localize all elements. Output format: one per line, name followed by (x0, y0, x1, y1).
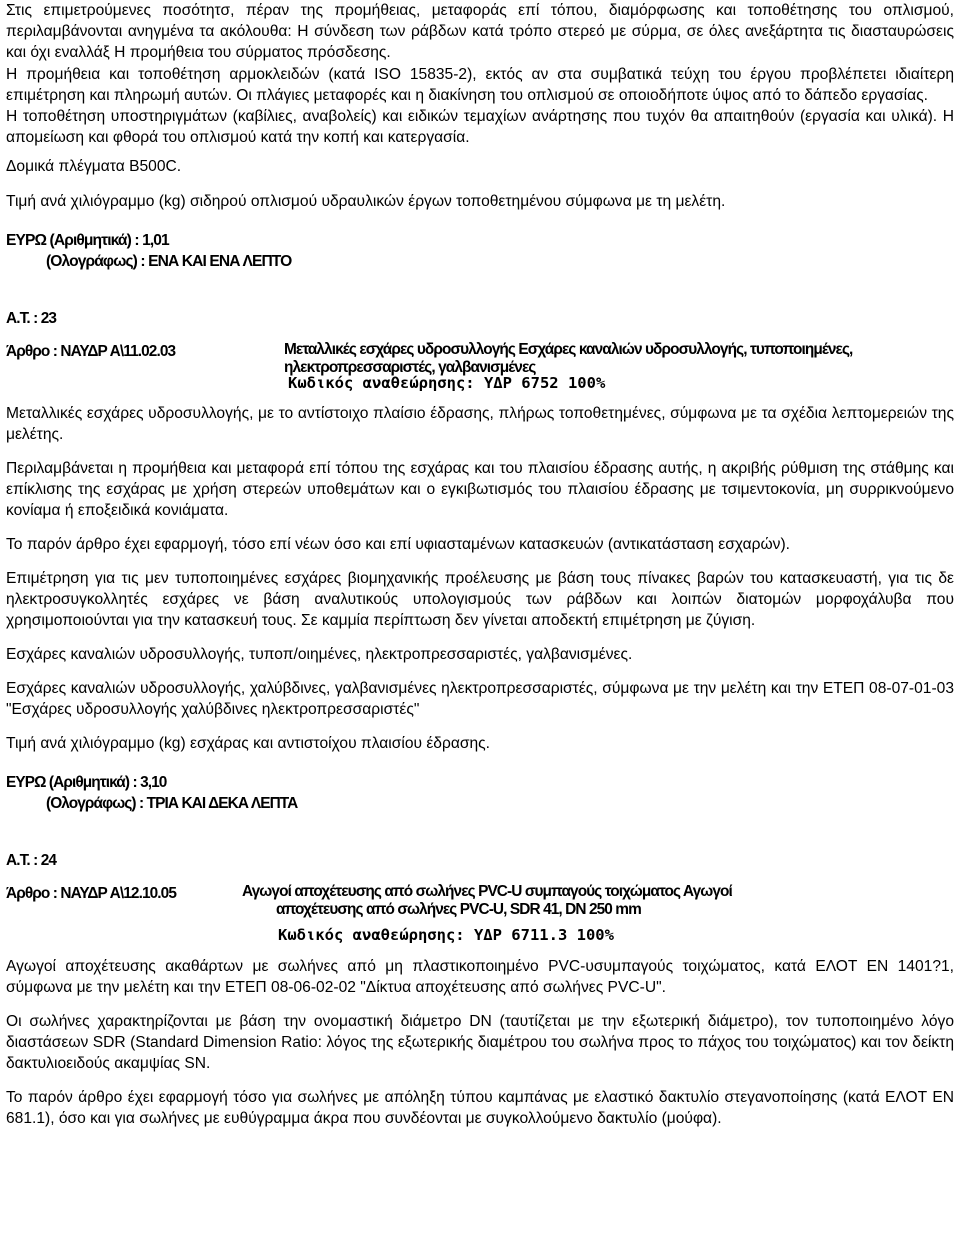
intro-paragraph-2: Η προμήθεια και τοποθέτηση αρμοκλειδών (κατά ISO 15835-2), εκτός αν στα συμβατικά τεύχη του έργου προβλέπετει ιδιαίτερη επιμέτρηση και πληρωμή αυτών. Οι πλάγιες μεταφορές και η διακίνηση του οπλισμού σε οποιοδήποτε ύψος από το δάπεδο εργασίας. (6, 65, 954, 104)
article-title-line-1: Αγωγοί αποχέτευσης από σωλήνες PVC-U συμπαγούς τοιχώματος Αγωγοί (242, 883, 732, 901)
article-unit-price-text: Τιμή ανά χιλιόγραμμο (kg) εσχάρας και αντιστοίχου πλαισίου έδρασης. (6, 735, 491, 753)
article-paragraph: Αγωγοί αποχέτευσης ακαθάρτων με σωλήνες από μη πλαστικοποιημένο PVC-υσυμπαγούς τοιχώματος, κατά ΕΛΟΤ ΕΝ 1401?1, σύμφωνα με την μελέτη και την ΕΤΕΠ 08-06-02-02 "Δίκτυα αποχέτευσης από σωλήνες PVC-U". (6, 958, 954, 997)
article-paragraph: Οι σωλήνες χαρακτηρίζονται με βάση την ονομαστική διάμετρο DN (ταυτίζεται με την εξωτερική διάμετρο), τον τυποποιημένο λόγο διαστάσεων SDR (Standard Dimension Ratio: λόγος της εξωτερικής διαμέτρου του σωλήνα προς το πάχος του τοιχώματος) και τον δείκτη δακτυλιοειδούς ακαμψίας SN. (6, 1013, 954, 1073)
article-title-line-1: Μεταλλικές εσχάρες υδροσυλλογής Εσχάρες καναλιών υδροσυλλογής, τυποποιημένες, (284, 341, 853, 359)
article-at-number: Α.Τ. : 23 (6, 310, 57, 328)
intro-price-numeric: ΕΥΡΩ (Αριθμητικά) : 1,01 (6, 231, 169, 249)
intro-unit-price-text: Τιμή ανά χιλιόγραμμο (kg) σιδηρού οπλισμού υδραυλικών έργων τοποθετημένου σύμφωνα με τη μελέτη. (6, 192, 726, 210)
article-paragraph: Μεταλλικές εσχάρες υδροσυλλογής, με το αντίστοιχο πλαίσιο έδρασης, πλήρως τοποθετημένες, σύμφωνα με τα σχέδια λεπτομερειών της μελέτης. (6, 405, 954, 444)
article-paragraph: Εσχάρες καναλιών υδροσυλλογής, χαλύβδινες, γαλβανισμένες ηλεκτροπρεσσαριστές, σύμφωνα με την μελέτη και την ΕΤΕΠ 08-07-01-03 "Εσχάρες υδροσυλλογής χαλύβδινες ηλεκτροπρεσσαριστές" (6, 680, 954, 719)
article-code: Άρθρο : ΝΑΥΔΡ Α\11.02.03 (6, 343, 176, 361)
article-price-words: (Ολογράφως) : ΤΡΙΑ ΚΑΙ ΔΕΚΑ ΛΕΠΤΑ (46, 795, 298, 813)
article-paragraph: Το παρόν άρθρο έχει εφαρμογή τόσο για σωλήνες με απόληξη τύπου καμπάνας με ελαστικό δακτυλίο στεγανοποίησης (κατά ΕΛΟΤ ΕΝ 681.1), όσο και για σωλήνες με ευθύγραμμα άκρα που συνδέονται με συγκολλούμενο δακτυλίο (μούφα). (6, 1089, 954, 1128)
intro-section (6, 0, 954, 272)
article-title-line-2: ηλεκτροπρεσσαριστές, γαλβανισμένες (284, 359, 536, 377)
intro-paragraph-4: Δομικά πλέγματα Β500C. (6, 158, 182, 176)
article-23 (6, 308, 954, 814)
article-paragraph: Το παρόν άρθρο έχει εφαρμογή, τόσο επί νέων όσο και επί υφιασταμένων κατασκευών (αντικατάσταση εσχαρών). (6, 536, 791, 554)
article-code: Άρθρο : ΝΑΥΔΡ Α\12.10.05 (6, 885, 176, 903)
document-page (6, 0, 954, 1129)
article-paragraph: Περιλαμβάνεται η προμήθεια και μεταφορά επί τόπου της εσχάρας και του πλαισίου έδρασης αυτής, η ακριβής ρύθμιση της στάθμης και επίκλισης της εσχάρας με χρήση στερεών υποθεμάτων και ο εγκιβωτισμός του πλαισίου έδρασης με τσιμεντοκονία, μη συρρικνούμενο κονίαμα ή εποξειδικά κονιάματα. (6, 460, 954, 520)
intro-paragraph-3: Η τοποθέτηση υποστηριγμάτων (καβίλιες, αναβολείς) και ειδικών τεμαχίων ανάρτησης που τυχόν θα απαιτηθούν (εργασία και υλικά). Η απομείωση και φθορά του οπλισμού κατά την κοπή και κατεργασία. (6, 108, 954, 147)
article-title-line-2: αποχέτευσης από σωλήνες PVC-U, SDR 41, DN 250 mm (276, 901, 641, 919)
intro-price-words: (Ολογράφως) : ΕΝΑ ΚΑΙ ΕΝΑ ΛΕΠΤΟ (46, 253, 292, 271)
article-price-numeric: ΕΥΡΩ (Αριθμητικά) : 3,10 (6, 774, 167, 792)
intro-paragraph-1: Στις επιμετρούμενες ποσότητσ, πέραν της προμήθειας, μεταφοράς επί τόπου, διαμόρφωσης και τοποθέτησης του οπλισμού, περιλαμβάνονται ανηγμένα τα ακόλουθα: Η σύνδεση των ράβδων κατά τρόπο στερεό με σύρμα, σε όλες ανεξάρτητα τις διασταυρώσεις και όχι εναλλάξ Η προμήθεια του σύρματος πρόσδεσης. (6, 2, 954, 62)
article-24 (6, 850, 954, 1129)
article-revision-code: Κωδικός αναθεώρησης: ΥΔΡ 6711.3 100% (278, 926, 614, 945)
article-at-number: Α.Τ. : 24 (6, 852, 57, 870)
article-paragraph: Επιμέτρηση για τις μεν τυποποιημένες εσχάρες βιομηχανικής προέλευσης με βάση τους πίνακες βαρών του κατασκευαστή, για τις δε ηλεκτροσυγκολλητές εσχάρες νε βάση αναλυτικούς υπολογισμούς των ράβδων και λοιπών διατομών μορφοχάλυβα που χρησιμοποιούνται για την κατασκευή τους. Σε καμμία περίπτωση δεν γίνεται αποδεκτή επιμέτρηση με ζύγιση. (6, 570, 954, 630)
article-revision-code: Κωδικός αναθεώρησης: ΥΔΡ 6752 100% (288, 374, 606, 393)
article-paragraph: Εσχάρες καναλιών υδροσυλλογής, τυποπ/οιημένες, ηλεκτροπρεσσαριστές, γαλβανισμένες. (6, 646, 633, 664)
